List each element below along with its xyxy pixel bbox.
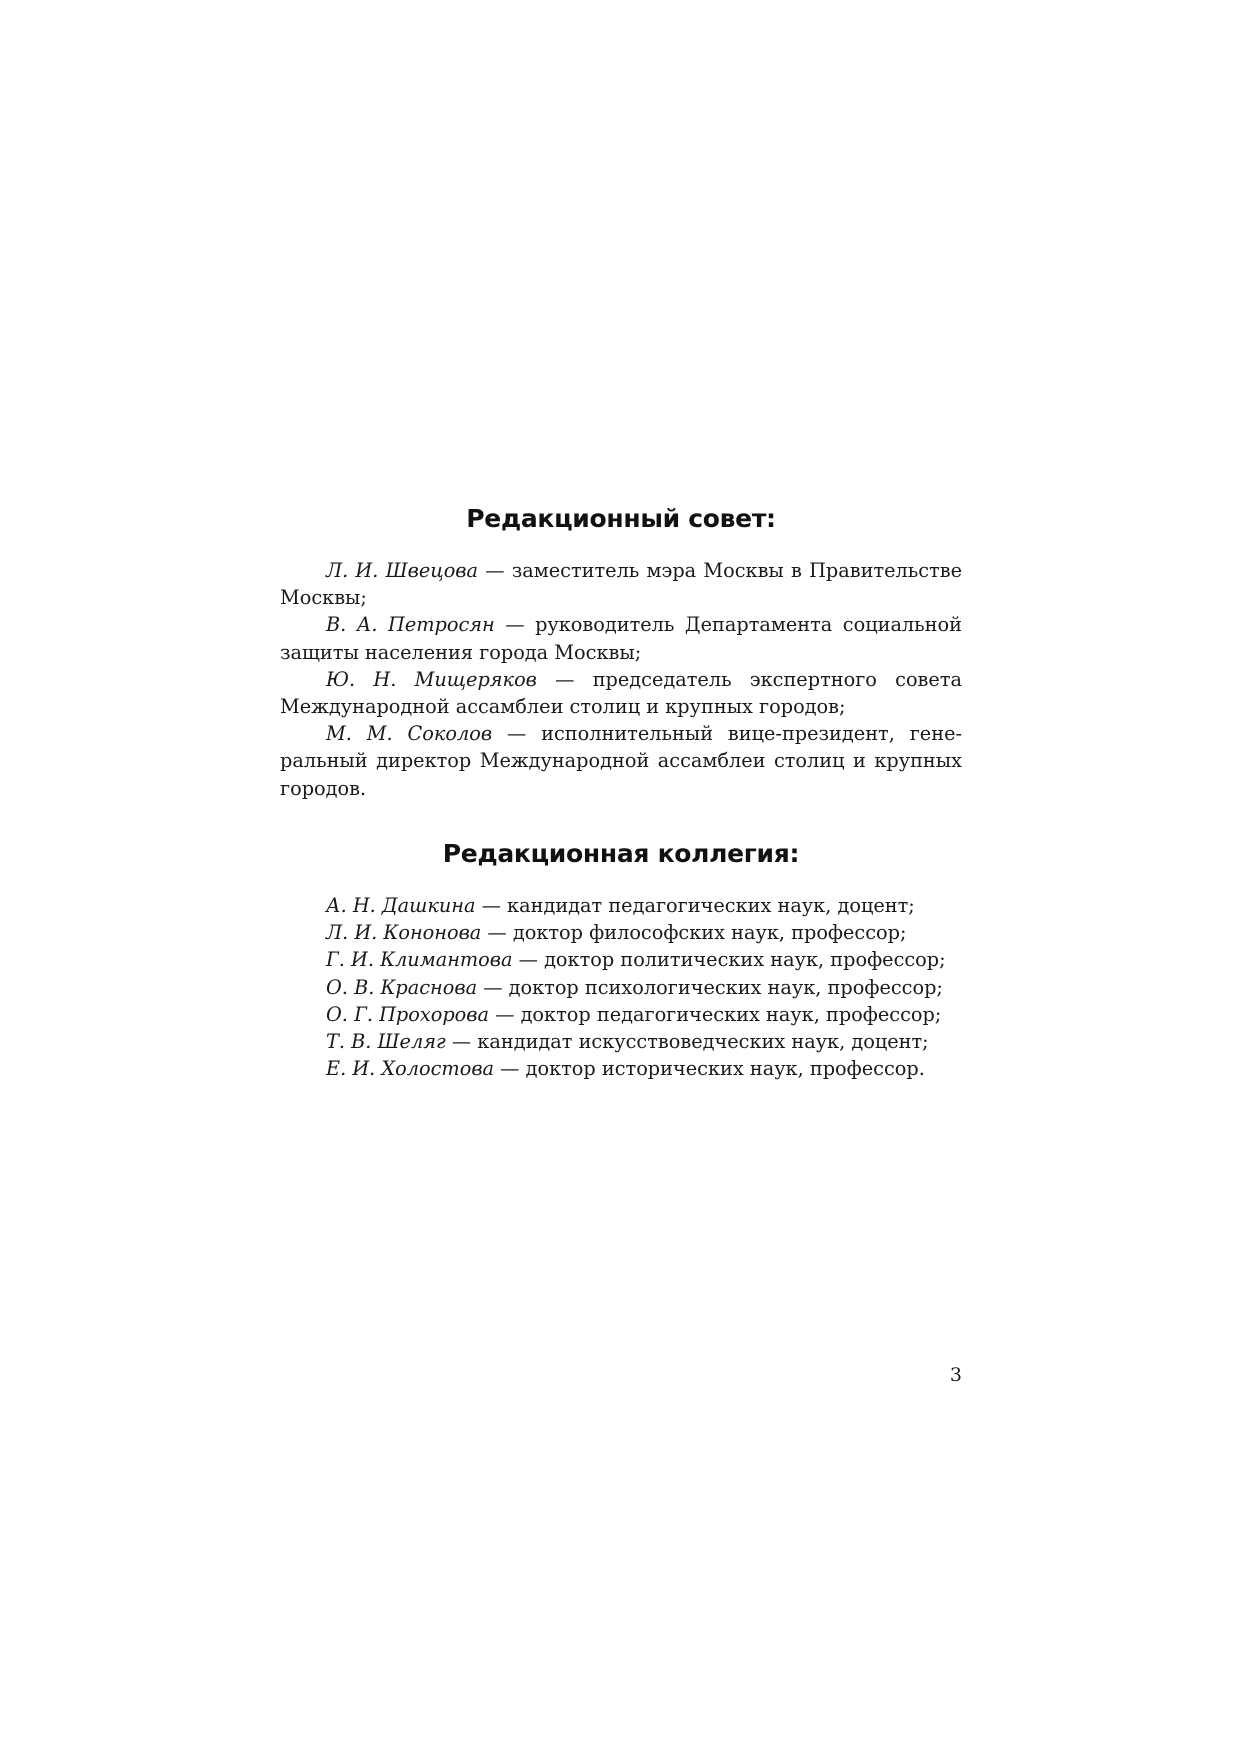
board-member-name: Е. И. Холостова <box>326 1057 495 1081</box>
board-member-separator: — <box>512 948 545 972</box>
board-member-degree: кандидат искусствоведческих наук, доцент; <box>477 1030 929 1054</box>
board-member-degree: доктор психологических наук, профессор; <box>508 975 943 999</box>
council-member-separator: — <box>478 559 512 582</box>
board-member-name: А. Н. Дашкина <box>326 894 476 917</box>
council-member-separator: — <box>494 613 536 637</box>
board-member-separator: — <box>445 1030 478 1054</box>
council-member-position: заместитель мэра Москвы в Правительстве Москвы; <box>280 559 962 610</box>
council-member-separator: — <box>536 667 593 691</box>
board-member-separator: — <box>481 921 513 945</box>
board-member-separator: — <box>477 975 509 999</box>
board-member <box>326 919 962 946</box>
board-member-name: Т. В. Шеляг <box>326 1030 446 1054</box>
council-member-position: исполнительный вице-президент, генеральный директор Международной ассамблеи столиц и крупных городов. <box>280 722 962 800</box>
board-member-degree: кандидат педагогических наук, доцент; <box>507 894 915 917</box>
board-member-separator: — <box>494 1057 526 1081</box>
board-member-separator: — <box>475 894 508 917</box>
board-member-degree: доктор исторических наук, профессор. <box>525 1057 925 1081</box>
board-member-degree: доктор политических наук, профессор; <box>544 948 946 972</box>
board-member-degree: доктор философских наук, профессор; <box>512 921 907 945</box>
editorial-council-heading: Редакционный совет: <box>466 504 776 533</box>
council-member <box>280 720 962 802</box>
council-member-position: руководитель Департамента социальной защиты населения города Москвы; <box>280 613 962 664</box>
board-member-degree: доктор педагогических наук, профессор; <box>520 1002 942 1026</box>
board-member <box>326 974 962 1001</box>
council-member-name: Л. И. Швецова <box>326 559 479 582</box>
page-number: 3 <box>949 1364 962 1386</box>
council-member-name: Ю. Н. Мищеряков <box>326 667 537 691</box>
council-member <box>280 557 962 611</box>
board-member-name: Г. И. Климантова <box>326 948 513 972</box>
council-member-separator: — <box>492 722 542 746</box>
council-member-name: М. М. Соколов <box>326 722 493 746</box>
council-member-position: председатель экспертного совета Международной ассамблеи столиц и крупных городов; <box>280 667 962 719</box>
council-member <box>280 611 962 665</box>
board-member <box>326 946 962 973</box>
board-member <box>326 1001 962 1028</box>
board-member-separator: — <box>489 1002 521 1026</box>
council-member-name: В. А. Петросян <box>326 613 495 637</box>
board-member <box>326 1055 962 1082</box>
board-member-name: О. Г. Прохорова <box>326 1002 490 1026</box>
editorial-council-list <box>280 557 962 802</box>
board-member-name: Л. И. Кононова <box>326 921 482 945</box>
board-member <box>326 1028 962 1055</box>
board-member <box>326 892 962 919</box>
council-member <box>280 666 962 720</box>
editorial-board-list <box>326 892 962 1082</box>
editorial-board-heading: Редакционная коллегия: <box>442 839 800 868</box>
board-member-name: О. В. Краснова <box>326 975 478 999</box>
